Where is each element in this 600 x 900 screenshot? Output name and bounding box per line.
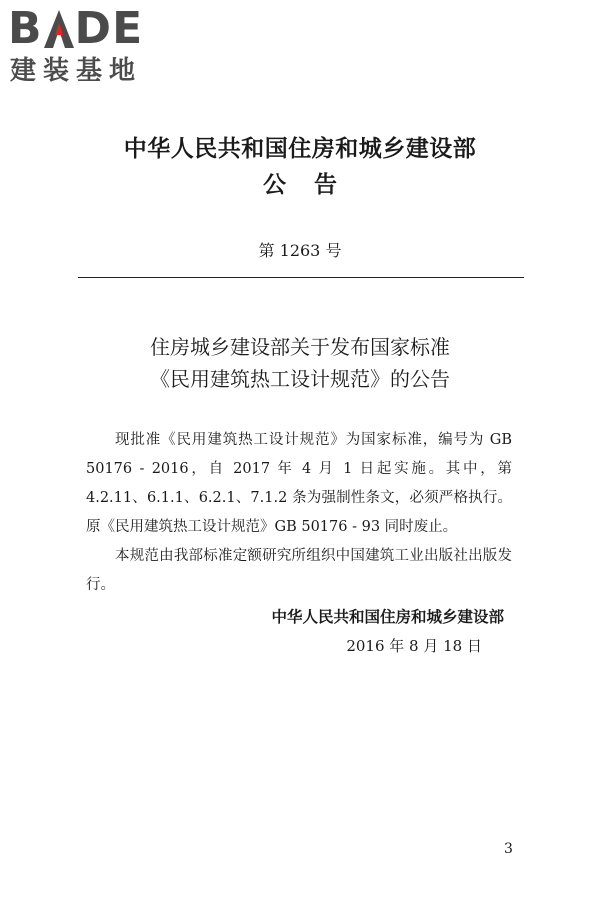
ministry-name: 中华人民共和国住房和城乡建设部 — [123, 136, 477, 162]
logo-a-icon — [44, 10, 74, 48]
header-divider — [78, 277, 524, 278]
logo-subtitle: 建装基地 — [10, 56, 143, 86]
notice-title-line-2: 《民用建筑热工设计规范》的公告 — [150, 367, 450, 391]
announcement-heading: 公告 — [263, 172, 365, 198]
body-paragraph-1: 现批准《民用建筑热工设计规范》为国家标准，编号为 GB 50176 - 2016，自 2017 年 4 月 1 日起实施。其中，第 4.2.11、6.1.1、6.2.1、7.1.2 条为强制性条文，必须严格执行。原《民用建筑热工设计规范》GB 50176 - 93 同时废止。 — [86, 432, 512, 535]
body-paragraph-2: 本规范由我部标准定额研究所组织中国建筑工业出版社出版发行。 — [86, 548, 512, 593]
logo-letters-de: DE — [74, 3, 144, 54]
notice-title — [0, 331, 600, 395]
notice-body — [86, 426, 512, 600]
signature-organization: 中华人民共和国住房和城乡建设部 — [271, 608, 504, 626]
signature-date: 2016 年 8 月 18 日 — [346, 637, 482, 655]
document-number: 第 1263 号 — [258, 241, 342, 260]
logo-letters-b: B — [8, 3, 43, 54]
logo-wordmark — [8, 3, 178, 54]
bade-logo — [8, 3, 178, 86]
logo-a-mark — [44, 10, 74, 48]
notice-title-line-1: 住房城乡建设部关于发布国家标准 — [150, 335, 450, 359]
page-number: 3 — [504, 841, 513, 857]
